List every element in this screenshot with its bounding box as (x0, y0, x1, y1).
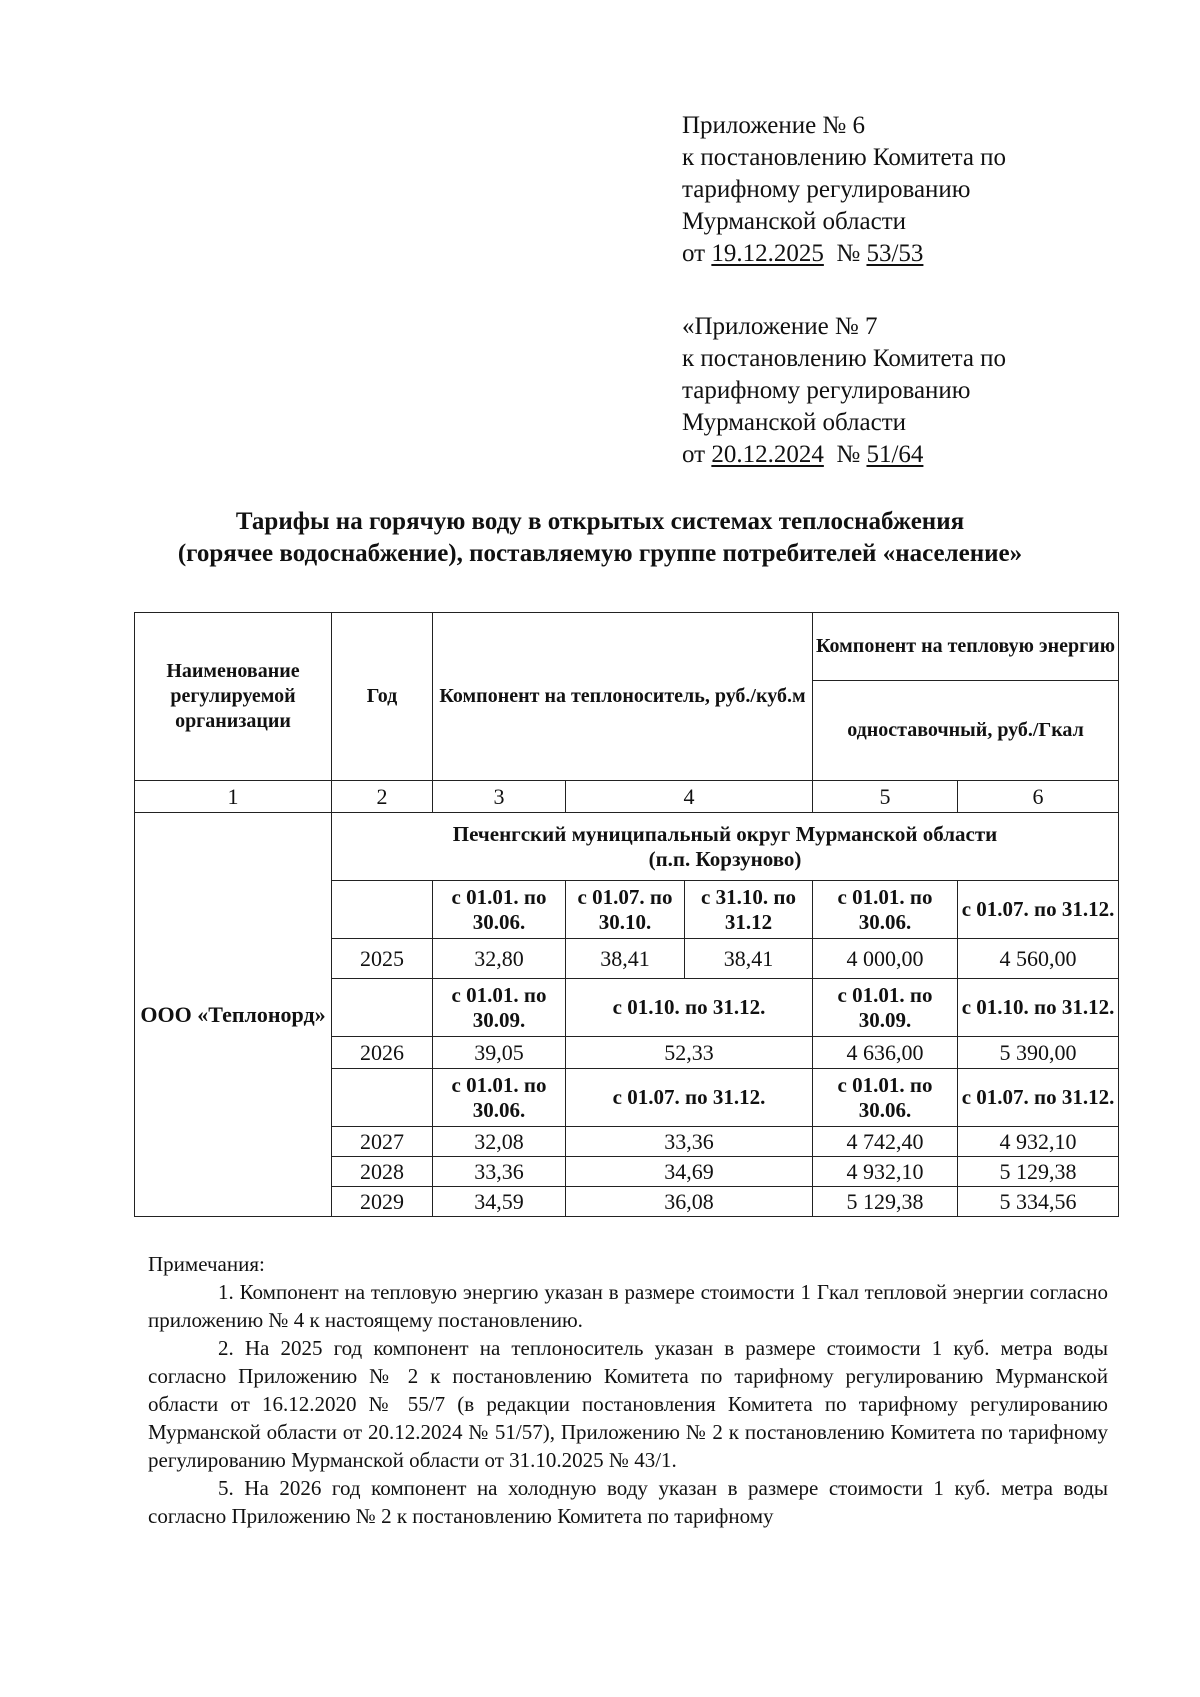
value-2025-c4b: 38,41 (685, 939, 813, 979)
period-2026-c3: с 01.01. по 30.09. (433, 979, 566, 1037)
value-2027-c4: 33,36 (566, 1127, 813, 1157)
appendix-old-line4: Мурманской области (682, 409, 907, 436)
year-blank (332, 1069, 433, 1127)
header-year: Год (332, 613, 433, 781)
period-2027-c6: с 01.07. по 31.12. (958, 1069, 1119, 1127)
period-2026-c6: с 01.10. по 31.12. (958, 979, 1119, 1037)
col-number-4: 4 (566, 781, 813, 813)
period-2025-c3: с 01.01. по 30.06. (433, 881, 566, 939)
document-title (0, 506, 1200, 570)
value-2026-c5: 4 636,00 (813, 1037, 958, 1069)
appendix-new-date-line (682, 238, 1006, 270)
value-2029-c4: 36,08 (566, 1187, 813, 1217)
appendix-old-line2: к постановлению Комитета по (682, 345, 1007, 372)
period-2025-c4b: с 31.10. по 31.12 (685, 881, 813, 939)
year-2029: 2029 (332, 1187, 433, 1217)
appendix-old-line1: «Приложение № 7 (682, 313, 878, 340)
value-2028-c3: 33,36 (433, 1157, 566, 1187)
appendix-new-line3: тарифному регулированию (682, 176, 971, 203)
appendix-new-number: 53/53 (866, 240, 924, 267)
year-2025: 2025 (332, 939, 433, 979)
value-2026-c4: 52,33 (566, 1037, 813, 1069)
appendix-new-line1: Приложение № 6 (682, 112, 866, 139)
period-2026-c4: с 01.10. по 31.12. (566, 979, 813, 1037)
appendix-old-line3: тарифному регулированию (682, 377, 971, 404)
value-2028-c4: 34,69 (566, 1157, 813, 1187)
header-coolant: Компонент на теплоноситель, руб./куб.м (433, 613, 813, 781)
col-number-3: 3 (433, 781, 566, 813)
period-2025-c5: с 01.01. по 30.06. (813, 881, 958, 939)
notes-heading: Примечания: (148, 1252, 265, 1276)
value-2028-c5: 4 932,10 (813, 1157, 958, 1187)
year-blank (332, 979, 433, 1037)
value-2029-c6: 5 334,56 (958, 1187, 1119, 1217)
appendix-header-new (682, 110, 1006, 270)
value-2025-c6: 4 560,00 (958, 939, 1119, 979)
value-2026-c6: 5 390,00 (958, 1037, 1119, 1069)
year-2027: 2027 (332, 1127, 433, 1157)
col-number-6: 6 (958, 781, 1119, 813)
col-number-2: 2 (332, 781, 433, 813)
appendix-old-number-prefix: № (836, 441, 861, 468)
organization-name: ООО «Теплонорд» (135, 813, 332, 1217)
col-number-5: 5 (813, 781, 958, 813)
note-item: 2. На 2025 год компонент на теплоноситель указан в размере стоимости 1 куб. метра воды согласно Приложению № 2 к постановлению Комитета по тарифному регулированию Мурманской области от 16.12.2020 № 55/7 (в редакции постановления Комитета по тарифному регулированию Мурманской области от 20.12.2024 № 51/57), Приложению № 2 к постановлению Комитета по тарифному регулированию Мурманской области от 31.10.2025 № 43/1. (148, 1336, 1108, 1472)
header-heat: Компонент на тепловую энергию (813, 613, 1119, 681)
appendix-new-date-prefix: от (682, 240, 706, 267)
appendix-new-number-prefix: № (836, 240, 861, 267)
appendix-new-line4: Мурманской области (682, 208, 907, 235)
value-2029-c5: 5 129,38 (813, 1187, 958, 1217)
appendix-old-date-line (682, 439, 1006, 471)
period-2027-c4: с 01.07. по 31.12. (566, 1069, 813, 1127)
year-blank (332, 881, 433, 939)
value-2025-c5: 4 000,00 (813, 939, 958, 979)
value-2029-c3: 34,59 (433, 1187, 566, 1217)
period-2025-c6: с 01.07. по 31.12. (958, 881, 1119, 939)
header-heat-sub: одноставочный, руб./Гкал (813, 681, 1119, 781)
appendix-header-old (682, 311, 1006, 471)
header-org: Наименование регулируемой организации (135, 613, 332, 781)
note-item: 1. Компонент на тепловую энергию указан в размере стоимости 1 Гкал тепловой энергии согласно приложению № 4 к настоящему постановлению. (148, 1280, 1108, 1332)
value-2027-c5: 4 742,40 (813, 1127, 958, 1157)
tariff-table (134, 612, 1119, 1217)
title-line2: (горячее водоснабжение), поставляемую группе потребителей «население» (177, 540, 1023, 567)
appendix-new-date: 19.12.2025 (711, 240, 824, 267)
period-2025-c4a: с 01.07. по 30.10. (566, 881, 685, 939)
year-2028: 2028 (332, 1157, 433, 1187)
value-2028-c6: 5 129,38 (958, 1157, 1119, 1187)
appendix-new-line2: к постановлению Комитета по (682, 144, 1007, 171)
notes-section (148, 1250, 1108, 1530)
value-2025-c3: 32,80 (433, 939, 566, 979)
title-line1: Тарифы на горячую воду в открытых системах теплоснабжения (235, 508, 965, 535)
appendix-old-date-prefix: от (682, 441, 706, 468)
value-2027-c6: 4 932,10 (958, 1127, 1119, 1157)
appendix-old-number: 51/64 (866, 441, 924, 468)
note-item: 5. На 2026 год компонент на холодную воду указан в размере стоимости 1 куб. метра воды согласно Приложению № 2 к постановлению Комитета по тарифному (148, 1476, 1108, 1528)
region-name: Печенгский муниципальный округ Мурманской области (п.п. Корзуново) (332, 813, 1119, 881)
period-2027-c3: с 01.01. по 30.06. (433, 1069, 566, 1127)
period-2027-c5: с 01.01. по 30.06. (813, 1069, 958, 1127)
value-2026-c3: 39,05 (433, 1037, 566, 1069)
period-2026-c5: с 01.01. по 30.09. (813, 979, 958, 1037)
value-2027-c3: 32,08 (433, 1127, 566, 1157)
appendix-old-date: 20.12.2024 (711, 441, 824, 468)
year-2026: 2026 (332, 1037, 433, 1069)
value-2025-c4a: 38,41 (566, 939, 685, 979)
col-number-1: 1 (135, 781, 332, 813)
